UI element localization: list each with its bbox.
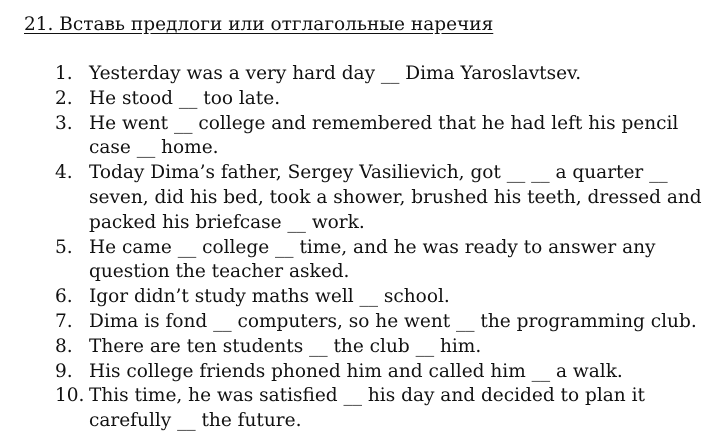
item-text: He stood __ too late. — [89, 87, 281, 109]
item-number: 1. — [55, 63, 73, 84]
item-number: 2. — [55, 87, 73, 109]
item-number: 6. — [55, 286, 73, 308]
list-item — [55, 112, 715, 162]
item-text: He went __ college and remembered that he had left his pencil case __ home. — [89, 112, 679, 159]
item-number: 7. — [55, 310, 73, 332]
exercise-list — [55, 62, 715, 434]
item-number: 8. — [55, 335, 73, 357]
list-item — [55, 285, 715, 310]
item-number: 5. — [55, 236, 73, 258]
list-item — [55, 360, 715, 385]
item-number: 10. — [55, 385, 85, 407]
exercise-heading: 21. Вставь предлоги или отглагольные наречия — [24, 14, 494, 35]
item-text: Igor didn’t study maths well __ school. — [89, 286, 450, 308]
list-item — [55, 87, 715, 112]
item-text: His college friends phoned him and called him __ a walk. — [89, 360, 623, 382]
list-item — [55, 62, 715, 87]
item-text: Today Dima’s father, Sergey Vasilievich, got __ __ a quarter __ seven, did his bed, took a shower, brushed his teeth, dressed and packed his briefcase __ work. — [89, 162, 702, 233]
list-item — [55, 161, 715, 235]
item-text: Dima is fond __ computers, so he went __ the programming club. — [89, 310, 697, 332]
list-item — [55, 236, 715, 286]
item-number: 9. — [55, 360, 73, 382]
list-item — [55, 310, 715, 335]
item-text: He came __ college __ time, and he was ready to answer any question the teacher asked. — [89, 236, 656, 283]
item-number: 3. — [55, 112, 73, 134]
list-item — [55, 384, 715, 434]
list-item — [55, 335, 715, 360]
item-number: 4. — [55, 162, 73, 184]
item-text: There are ten students __ the club __ him. — [89, 335, 482, 357]
item-text: Yesterday was a very hard day __ Dima Yaroslavtsev. — [89, 63, 582, 84]
item-text: This time, he was satisfied __ his day and decided to plan it carefully __ the future. — [89, 385, 645, 432]
